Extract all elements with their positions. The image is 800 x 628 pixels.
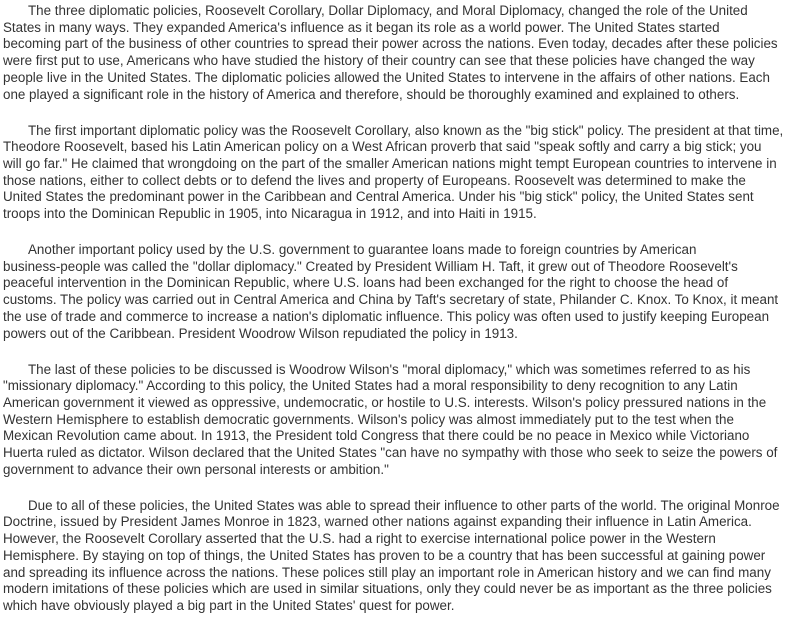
paragraph bbox=[3, 3, 794, 103]
text-line: United States the predominant power in the Caribbean and Central America. Under his "big stick" policy, the United States sent bbox=[3, 189, 754, 205]
text-line: Western Hemisphere to establish democratic governments. Wilson's policy was almost immediately put to the test when the bbox=[3, 411, 734, 427]
paragraph bbox=[3, 362, 794, 479]
text-line: people live in the United States. The diplomatic policies allowed the United States to intervene in the affairs of other nations. Each bbox=[3, 69, 770, 85]
text-line: Hemisphere. By staying on top of things, the United States has proven to be a country that has been successful at gaining power bbox=[3, 547, 766, 563]
text-line: The three diplomatic policies, Roosevelt Corollary, Dollar Diplomacy, and Moral Diplomacy, changed the role of the United bbox=[28, 3, 748, 18]
text-line: powers out of the Caribbean. President Woodrow Wilson repudiated the policy in 1913. bbox=[3, 325, 518, 341]
text-line: government to advance their own personal interests or ambition." bbox=[3, 461, 389, 477]
text-line: Mexican Revolution came about. In 1913, the President told Congress that there could be no peace in Mexico while Victoriano bbox=[3, 428, 750, 444]
text-line: becoming part of the business of other countries to spread their power across the nations. Even today, decades after these policies bbox=[3, 36, 778, 52]
paragraph bbox=[3, 242, 794, 342]
text-line: "missionary diplomacy." According to this policy, the United States had a moral responsibility to deny recognition to any Latin bbox=[3, 378, 738, 394]
essay-body bbox=[3, 3, 794, 615]
text-line: American government it viewed as oppressive, undemocratic, or hostile to U.S. interests. Wilson's policy pressured nations in the bbox=[3, 394, 767, 410]
text-line: one played a significant role in the history of America and therefore, should be thoroughly examined and explained to others. bbox=[3, 86, 740, 102]
text-line: Theodore Roosevelt, based his Latin American policy on a West African proverb that said "speak softly and carry a big stick; you bbox=[3, 139, 762, 155]
text-line: The first important diplomatic policy was the Roosevelt Corollary, also known as the "big stick" policy. The president at that time, bbox=[28, 122, 784, 138]
text-line: Another important policy used by the U.S. government to guarantee loans made to foreign countries by American bbox=[28, 242, 697, 258]
text-line: the use of trade and commerce to increase a nation's diplomatic influence. This policy was often used to justify keeping European bbox=[3, 308, 770, 324]
text-line: Due to all of these policies, the United States was able to spread their influence to other parts of the world. The original Monroe bbox=[28, 497, 780, 513]
text-line: modern imitations of these policies which are used in similar situations, only they could never be as important as the three policies bbox=[3, 581, 772, 597]
paragraph bbox=[3, 123, 794, 223]
text-line: customs. The policy was carried out in Central America and China by Taft's secretary of state, Philander C. Knox. To Knox, it meant bbox=[3, 292, 779, 308]
text-line: business-people was called the "dollar diplomacy." Created by President William H. Taft, it grew out of Theodore Roosevelt's bbox=[3, 258, 738, 274]
text-line: and spreading its influence across the nations. These polices still play an important role in American history and we can find many bbox=[3, 564, 771, 580]
text-line: States in many ways. They expanded America's influence as it began its role as a world power. The United States started bbox=[3, 19, 720, 35]
text-line: Huerta ruled as dictator. Wilson declared that the United States "can have no sympathy with those who seek to seize the powers of bbox=[3, 445, 778, 461]
text-line: will go far." He claimed that wrongdoing on the part of the smaller American nations might tempt European countries to intervene in bbox=[3, 155, 777, 171]
text-line: The last of these policies to be discussed is Woodrow Wilson's "moral diplomacy," which was sometimes referred to as his bbox=[28, 361, 751, 377]
paragraph bbox=[3, 498, 794, 615]
text-line: Doctrine, issued by President James Monroe in 1823, warned other nations against expanding their influence in Latin America. bbox=[3, 514, 752, 530]
text-line: those nations, either to collect debts or to defend the lives and property of Europeans. Roosevelt was determined to make the bbox=[3, 172, 746, 188]
text-line: peaceful intervention in the Dominican Republic, where U.S. loans had been exchanged for the right to choose the head of bbox=[3, 275, 729, 291]
text-line: which have obviously played a big part in the United States' quest for power. bbox=[3, 597, 455, 613]
text-line: were first put to use, Americans who have studied the history of their country can see that these policies have changed the way bbox=[3, 53, 755, 69]
text-line: troops into the Dominican Republic in 1905, into Nicaragua in 1912, and into Haiti in 1915. bbox=[3, 206, 537, 222]
text-line: However, the Roosevelt Corollary asserted that the U.S. had a right to exercise international police power in the Western bbox=[3, 531, 716, 547]
